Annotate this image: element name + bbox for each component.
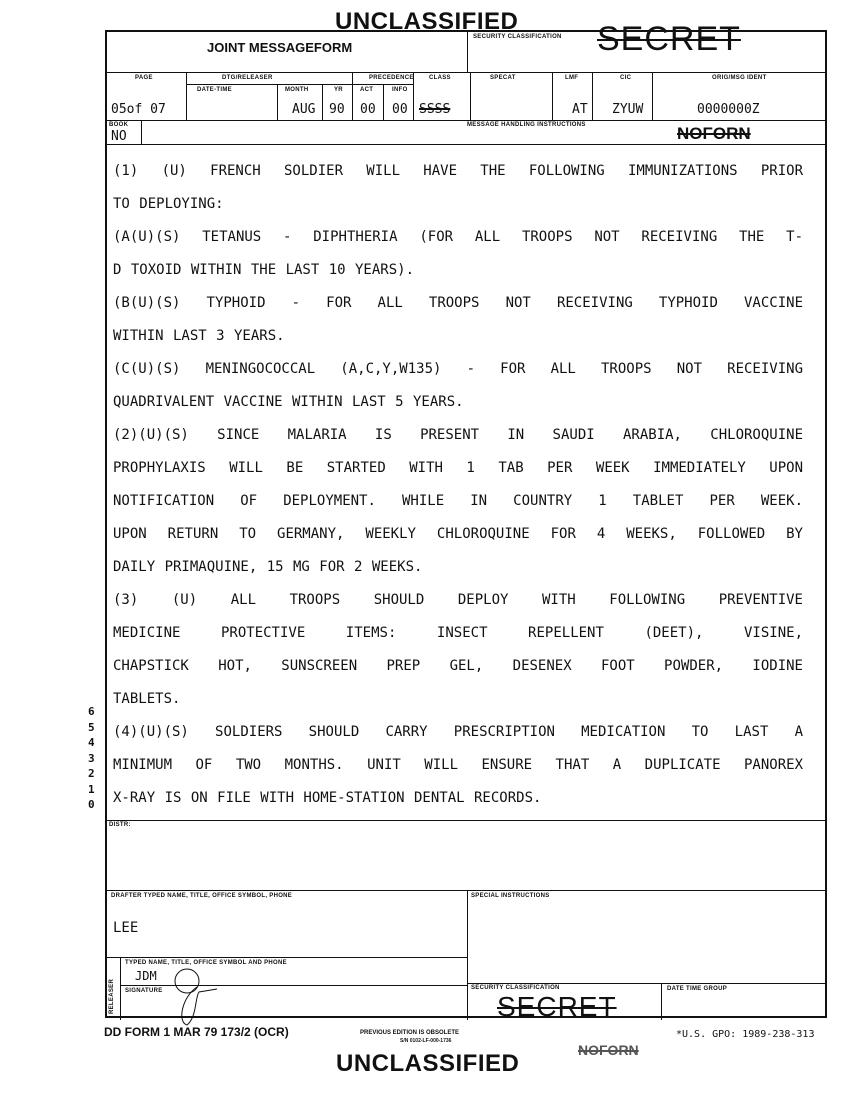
- divider: [107, 957, 467, 958]
- yr-value: 90: [329, 102, 345, 117]
- divider: [413, 72, 414, 120]
- divider: [141, 120, 142, 144]
- divider: [467, 983, 827, 984]
- class-label: CLASS: [429, 75, 451, 81]
- info-value: 00: [392, 102, 408, 117]
- divider: [661, 983, 662, 1020]
- body-line: MEDICINE PROTECTIVE ITEMS: INSECT REPELLENT (DEET), VISINE,: [113, 625, 803, 641]
- body-line: (1) (U) FRENCH SOLDIER WILL HAVE THE FOLLOWING IMMUNIZATIONS PRIOR: [113, 163, 803, 179]
- divider: [592, 72, 593, 120]
- specat-label: SPECAT: [490, 75, 516, 81]
- cic-value: ZYUW: [612, 102, 644, 117]
- divider: [322, 84, 323, 120]
- yr-label: YR: [334, 87, 343, 93]
- month-label: MONTH: [285, 87, 309, 93]
- body-line: (B(U)(S) TYPHOID - FOR ALL TROOPS NOT RECEIVING TYPHOID VACCINE: [113, 295, 803, 311]
- divider: [467, 890, 468, 1020]
- releaser-label: TYPED NAME, TITLE, OFFICE SYMBOL AND PHONE: [125, 960, 287, 966]
- margin-number: 3: [88, 751, 95, 765]
- special-instructions-label: SPECIAL INSTRUCTIONS: [471, 893, 550, 899]
- divider: [107, 72, 827, 73]
- body-line: UPON RETURN TO GERMANY, WEEKLY CHLOROQUINE FOR 4 WEEKS, FOLLOWED BY: [113, 526, 803, 542]
- body-line: NOTIFICATION OF DEPLOYMENT. WHILE IN COUNTRY 1 TABLET PER WEEK.: [113, 493, 803, 509]
- releaser-side-label: RELEASER: [109, 978, 115, 1014]
- body-line: CHAPSTICK HOT, SUNSCREEN PREP GEL, DESENEX FOOT POWDER, IODINE: [113, 658, 803, 674]
- drafter-value: LEE: [113, 920, 139, 936]
- body-line: X-RAY IS ON FILE WITH HOME-STATION DENTAL RECORDS.: [113, 790, 542, 806]
- security-label: SECURITY CLASSIFICATION: [473, 34, 562, 40]
- classification-top: UNCLASSIFIED: [335, 8, 519, 35]
- previous-edition: PREVIOUS EDITION IS OBSOLETE: [360, 1030, 460, 1036]
- handling-label: MESSAGE HANDLING INSTRUCTIONS: [467, 122, 586, 128]
- body-line: WITHIN LAST 3 YEARS.: [113, 328, 285, 344]
- distr-label: DISTR:: [109, 822, 131, 828]
- divider: [186, 72, 187, 120]
- stock-number: S/N 0102-LF-000-1736: [400, 1038, 452, 1044]
- class-value: SSSS: [419, 102, 451, 117]
- body-line: (4)(U)(S) SOLDIERS SHOULD CARRY PRESCRIPTION MEDICATION TO LAST A: [113, 724, 803, 740]
- lmf-label: LMF: [565, 75, 579, 81]
- margin-number: 1: [88, 782, 95, 796]
- month-value: AUG: [292, 102, 316, 117]
- form-number: DD FORM 1 MAR 79 173/2 (OCR): [104, 1025, 289, 1039]
- orig-label: ORIG/MSG IDENT: [712, 75, 767, 81]
- handling-value: NOFORN: [677, 124, 751, 143]
- body-line: (3) (U) ALL TROOPS SHOULD DEPLOY WITH FOLLOWING PREVENTIVE: [113, 592, 803, 608]
- security-class-value: SECRET: [497, 991, 617, 1022]
- margin-line-numbers: [88, 704, 98, 813]
- divider: [107, 144, 827, 145]
- divider: [470, 72, 471, 120]
- act-value: 00: [360, 102, 376, 117]
- page-label: PAGE: [135, 75, 153, 81]
- margin-number: 0: [88, 798, 95, 811]
- divider: [383, 84, 384, 120]
- body-line: MINIMUM OF TWO MONTHS. UNIT WILL ENSURE THAT A DUPLICATE PANOREX: [113, 757, 803, 773]
- body-line: QUADRIVALENT VACCINE WITHIN LAST 5 YEARS.: [113, 394, 464, 410]
- divider: [107, 120, 827, 121]
- body-line: (A(U)(S) TETANUS - DIPHTHERIA (FOR ALL TROOPS NOT RECEIVING THE T-: [113, 229, 803, 245]
- drafter-label: DRAFTER TYPED NAME, TITLE, OFFICE SYMBOL, PHONE: [111, 893, 293, 899]
- signature-label: SIGNATURE: [125, 988, 163, 994]
- divider: [277, 84, 278, 120]
- act-label: ACT: [360, 87, 374, 93]
- security-value: SECRET: [597, 20, 741, 58]
- body-line: TO DEPLOYING:: [113, 196, 224, 212]
- margin-number: 6: [88, 705, 95, 718]
- gpo-number: *U.S. GPO: 1989-238-313: [676, 1029, 815, 1040]
- info-label: INFO: [392, 87, 408, 93]
- security-class-label: SECURITY CLASSIFICATION: [471, 985, 560, 991]
- margin-number: 5: [88, 720, 95, 734]
- body-line: DAILY PRIMAQUINE, 15 MG FOR 2 WEEKS.: [113, 559, 423, 575]
- noforn-stamp: NOFORN: [578, 1042, 639, 1058]
- divider: [352, 72, 353, 120]
- releaser-value: JDM: [135, 969, 157, 983]
- body-line: (2)(U)(S) SINCE MALARIA IS PRESENT IN SAUDI ARABIA, CHLOROQUINE: [113, 427, 803, 443]
- signature-mark: [167, 967, 227, 1027]
- body-line: PROPHYLAXIS WILL BE STARTED WITH 1 TAB PER WEEK IMMEDIATELY UPON: [113, 460, 803, 476]
- orig-value: 0000000Z: [697, 102, 760, 117]
- form-title: JOINT MESSAGEFORM: [207, 40, 353, 55]
- body-line: TABLETS.: [113, 691, 181, 707]
- body-line: D TOXOID WITHIN THE LAST 10 YEARS).: [113, 262, 415, 278]
- dtg-group-label: DATE TIME GROUP: [667, 986, 728, 992]
- divider: [552, 72, 553, 120]
- divider: [652, 72, 653, 120]
- page-value: 05of 07: [111, 102, 166, 117]
- margin-number: 4: [88, 736, 95, 749]
- cic-label: CIC: [620, 75, 632, 81]
- margin-number: 2: [88, 767, 95, 780]
- precedence-label: PRECEDENCE: [369, 75, 414, 81]
- divider: [120, 957, 121, 1020]
- divider: [107, 820, 827, 821]
- book-value: NO: [111, 129, 127, 144]
- body-line: (C(U)(S) MENINGOCOCCAL (A,C,Y,W135) - FOR ALL TROOPS NOT RECEIVING: [113, 361, 803, 377]
- lmf-value: AT: [572, 102, 588, 117]
- book-label: BOOK: [109, 122, 129, 128]
- message-body: [113, 155, 803, 815]
- divider: [186, 84, 413, 85]
- date-time-label: DATE-TIME: [197, 87, 232, 93]
- classification-bottom: UNCLASSIFIED: [336, 1050, 520, 1077]
- divider: [467, 32, 468, 72]
- dtg-label: DTG/RELEASER: [222, 75, 273, 81]
